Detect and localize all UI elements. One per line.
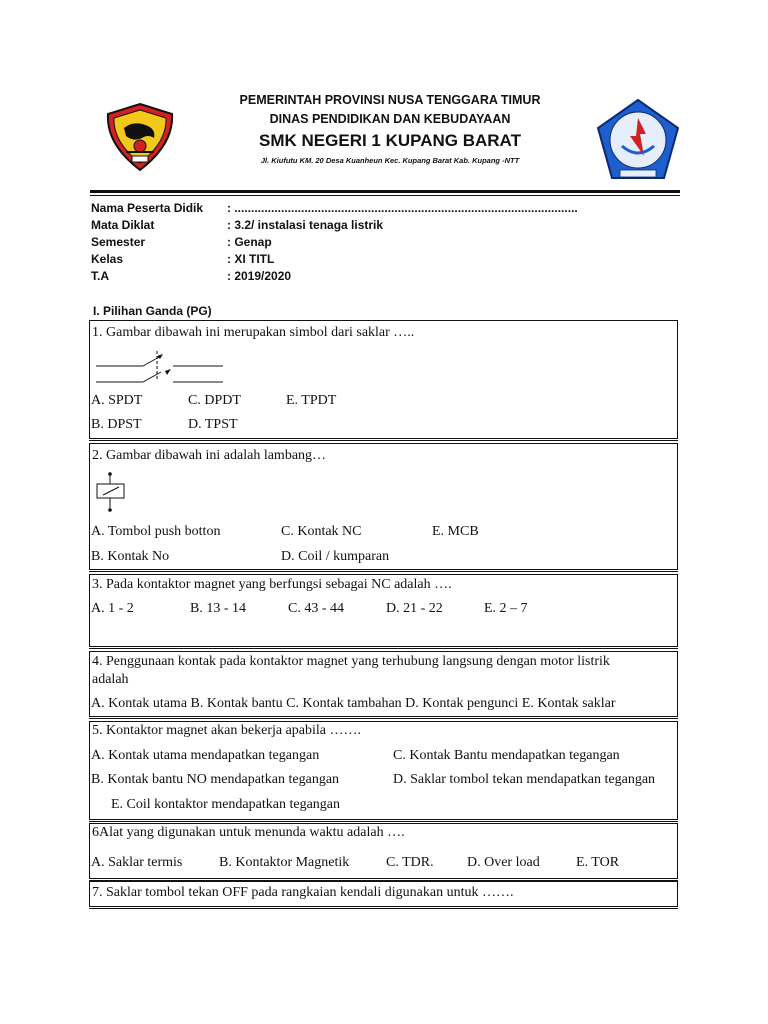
options-line: A. Kontak utama B. Kontak bantu C. Kontak tambahan D. Kontak pengunci E. Kontak saklar [91,696,616,711]
question-text: 3. Pada kontaktor magnet yang berfungsi sebagai NC adalah …. [92,577,452,592]
question-1 [89,320,678,439]
dpdt-switch-symbol [95,351,225,385]
option-d: D. Over load [467,855,540,870]
question-5 [89,721,678,820]
option-b: B. Kontak No [91,549,170,564]
school-emblem-logo [596,98,680,184]
question-6 [89,823,678,879]
identity-row [91,234,651,251]
question-7 [89,881,678,907]
section-title: I. Pilihan Ganda (PG) [93,304,212,318]
option-e: E. TPDT [286,393,337,408]
identity-row [91,251,651,268]
province-coat-of-arms-logo [104,102,176,172]
option-e: E. TOR [576,855,620,870]
header-rule-thin [90,195,680,196]
option-c: C. TDR. [386,855,434,870]
question-text: 2. Gambar dibawah ini adalah lambang… [92,448,327,463]
question-text-continued: adalah [92,672,129,687]
identity-label: Semester [91,235,146,249]
option-e: E. MCB [432,524,479,539]
question-text: 6Alat yang digunakan untuk menunda waktu adalah …. [92,825,405,840]
option-a: A. Saklar termis [91,855,183,870]
option-b: B. DPST [91,417,142,432]
header-rule-thick [90,190,680,193]
option-d: D. 21 - 22 [386,601,443,616]
option-d: D. TPST [188,417,238,432]
identity-value: : XI TITL [227,252,275,266]
student-identity-table [91,200,651,285]
identity-row [91,200,651,217]
option-e: E. Coil kontaktor mendapatkan tegangan [111,797,340,812]
option-c: C. Kontak Bantu mendapatkan tegangan [393,748,620,763]
identity-row [91,268,651,285]
option-c: C. Kontak NC [281,524,362,539]
identity-value: : Genap [227,235,272,249]
option-a: A. 1 - 2 [91,601,134,616]
school-address: Jl. Kiufutu KM. 20 Desa Kuanheun Kec. Kupang Barat Kab. Kupang -NTT [260,156,520,165]
option-b: B. 13 - 14 [190,601,246,616]
option-e: E. 2 – 7 [484,601,528,616]
government-heading: PEMERINTAH PROVINSI NUSA TENGGARA TIMUR [239,93,541,107]
option-c: C. DPDT [188,393,241,408]
option-b: B. Kontaktor Magnetik [219,855,350,870]
question-text: 4. Penggunaan kontak pada kontaktor magnet yang terhubung langsung dengan motor listrik [92,654,610,669]
identity-value: : 3.2/ instalasi tenaga listrik [227,218,384,232]
question-text: 5. Kontaktor magnet akan bekerja apabila ……. [92,723,362,738]
identity-row [91,217,651,234]
question-text: 7. Saklar tombol tekan OFF pada rangkaian kendali digunakan untuk ……. [92,885,514,900]
coil-symbol [95,472,127,514]
option-d: D. Coil / kumparan [281,549,390,564]
identity-value: : 2019/2020 [227,269,292,283]
identity-label: T.A [91,269,109,283]
option-b: B. Kontak bantu NO mendapatkan tegangan [91,772,340,787]
option-c: C. 43 - 44 [288,601,344,616]
option-a: A. SPDT [91,393,143,408]
option-a: A. Tombol push botton [91,524,221,539]
question-3 [89,574,678,647]
question-4 [89,651,678,717]
department-heading: DINAS PENDIDIKAN DAN KEBUDAYAAN [269,112,511,126]
option-a: A. Kontak utama mendapatkan tegangan [91,748,320,763]
identity-label: Mata Diklat [91,218,155,232]
question-text: 1. Gambar dibawah ini merupakan simbol dari saklar ….. [92,325,415,340]
question-2 [89,443,678,570]
school-name: SMK NEGERI 1 KUPANG BARAT [259,131,521,150]
identity-label: Kelas [91,252,124,266]
identity-value: : ....................................................................................................... [227,201,578,215]
option-d: D. Saklar tombol tekan mendapatkan tegangan [393,772,656,787]
identity-label: Nama Peserta Didik [91,201,204,215]
